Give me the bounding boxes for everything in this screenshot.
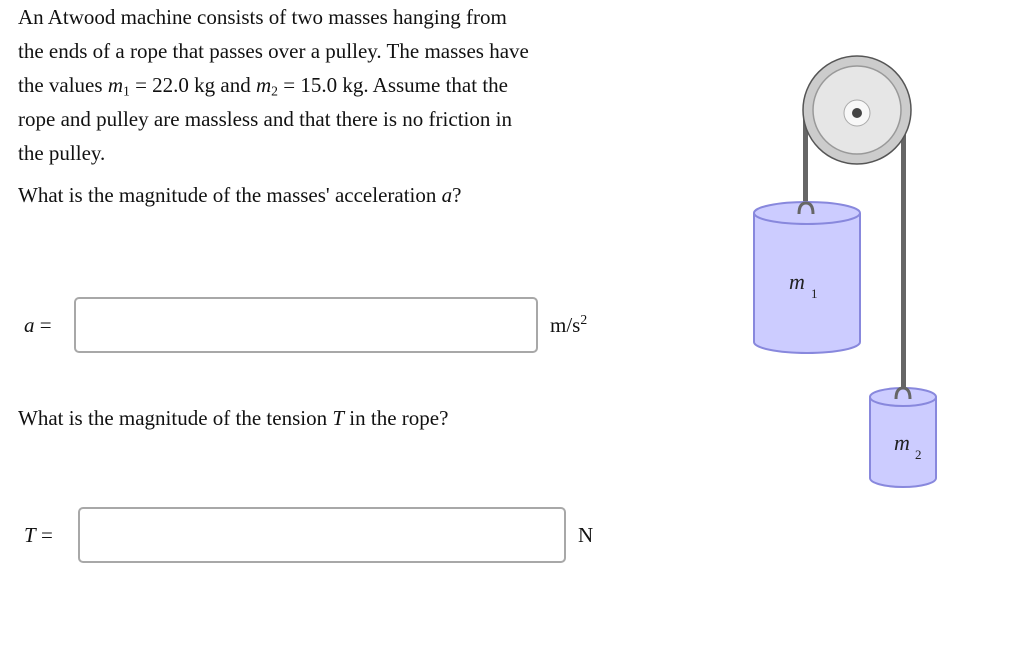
mass-2-label: m xyxy=(894,430,910,455)
tension-label xyxy=(24,523,78,548)
m2-equals: = xyxy=(283,73,296,97)
m1-subscript: 1 xyxy=(122,83,130,99)
problem-line-5: the pulley. xyxy=(18,141,106,165)
acceleration-label-var: a xyxy=(24,312,35,337)
acceleration-label xyxy=(24,313,74,338)
tension-label-var: T xyxy=(24,522,36,547)
atwood-machine-diagram xyxy=(740,40,950,495)
question-a-variable: a xyxy=(441,183,453,207)
question-t-end: in the rope? xyxy=(349,406,449,430)
m2-subscript: 2 xyxy=(271,83,278,99)
acceleration-input[interactable] xyxy=(74,297,538,353)
m1-value: 22.0 kg and xyxy=(152,73,251,97)
problem-statement xyxy=(18,0,618,170)
problem-line-4: rope and pulley are massless and that there is no friction in xyxy=(18,107,512,131)
mass-1-block xyxy=(754,202,860,353)
acceleration-answer-row xyxy=(24,297,587,353)
mass-2-subscript: 2 xyxy=(915,447,922,462)
tension-unit: N xyxy=(578,522,594,547)
acceleration-unit-main: m/s xyxy=(550,312,581,337)
m1-symbol: m xyxy=(107,73,123,97)
problem-line-3 xyxy=(18,68,618,102)
m1-equals: = xyxy=(135,73,147,97)
tension-label-eq: = xyxy=(40,522,53,547)
acceleration-unit xyxy=(550,313,587,338)
question-t-variable: T xyxy=(332,406,345,430)
m2-symbol: m xyxy=(255,73,272,97)
problem-line-2: the ends of a rope that passes over a pulley. The masses have xyxy=(18,39,529,63)
question-a-text: What is the magnitude of the masses' acceleration xyxy=(18,183,437,207)
mass-1-label: m xyxy=(789,269,805,294)
question-a-end: ? xyxy=(452,183,462,207)
question-t-text: What is the magnitude of the tension xyxy=(18,406,328,430)
mass-1-subscript: 1 xyxy=(811,286,818,301)
tension-answer-row xyxy=(24,507,593,563)
question-tension xyxy=(18,406,448,431)
tension-input[interactable] xyxy=(78,507,566,563)
problem-line-1: An Atwood machine consists of two masses hanging from xyxy=(18,5,507,29)
acceleration-label-eq: = xyxy=(39,312,52,337)
acceleration-unit-exponent: 2 xyxy=(580,311,588,327)
values-prefix: the values xyxy=(18,73,103,97)
mass-2-block xyxy=(870,388,936,487)
m2-value: 15.0 kg. Assume that the xyxy=(300,73,508,97)
question-acceleration xyxy=(18,183,461,208)
pulley-icon xyxy=(803,56,911,164)
